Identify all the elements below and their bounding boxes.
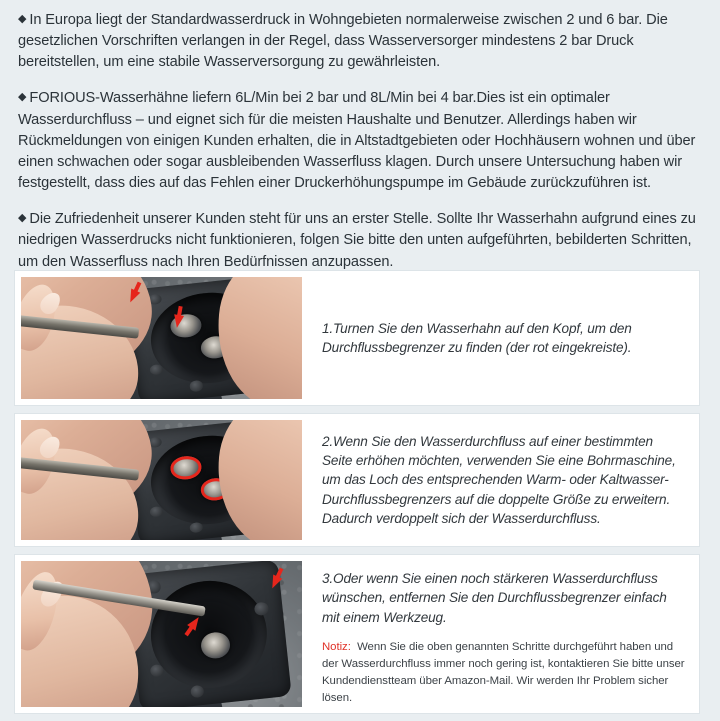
- intro-paragraph-2-text: FORIOUS-Wasserhähne liefern 6L/Min bei 2 bar und 8L/Min bei 4 bar.Dies ist ein optimaler Wasserdurchfluss – und eignet sich für die meisten Haushalte und Benutzer. Allerdings haben wir Rückmeldungen von einigen Kunden erhalten, die in Altstadtgebieten oder Hochhäusern wohnen und über einen schwachen oder sogar ausbleibenden Wasserfluss klagen. Durch unsere Untersuchung haben wir festgestellt, dass dies auf das Fehlen einer Druckerhöhungspumpe im Gebäude zurückzuführen ist.: [18, 90, 696, 192]
- intro-section: [0, 0, 720, 273]
- step-1-text: 1.Turnen Sie den Wasserhahn auf den Kopf, um den Durchflussbegrenzer zu finden (der rot eingekreiste).: [322, 320, 632, 355]
- step-2-text-container: [302, 414, 699, 546]
- step-3-text-container: [302, 555, 699, 713]
- step-3-photo-container: [15, 555, 302, 713]
- diamond-bullet-icon: ◆: [18, 91, 27, 104]
- step-2-photo-container: [15, 414, 302, 546]
- step-3-text: 3.Oder wenn Sie einen noch stärkeren Wasserdurchfluss wünschen, entfernen Sie den Durchflussbegrenzer einfach mit einem Werkzeug.: [322, 571, 667, 625]
- removing-flow-restrictor-with-tool-photo: [21, 561, 302, 707]
- step-panel-3: [14, 554, 700, 714]
- note-label: Notiz:: [322, 640, 351, 653]
- diamond-bullet-icon: ◆: [18, 212, 27, 225]
- step-2-text: 2.Wenn Sie den Wasserdurchfluss auf einer bestimmten Seite erhöhen möchten, verwenden Sie eine Bohrmaschine, um das Loch des entsprechenden Warm- oder Kaltwasser-Durchflussbegrenzers auf die doppelte Größe zu erweitern. Dadurch verdoppelt sich der Wasserdurchfluss.: [322, 433, 676, 526]
- screw-icon: [189, 380, 204, 392]
- diamond-bullet-icon: ◆: [18, 13, 27, 25]
- faucet-base-plate: [127, 561, 292, 707]
- intro-paragraph-1: [18, 10, 700, 73]
- step-panel-2: [14, 413, 700, 547]
- intro-paragraph-3: [18, 209, 700, 272]
- screw-icon: [255, 602, 270, 616]
- intro-paragraph-2: [18, 88, 700, 194]
- faucet-restrictors-red-circled-photo: [21, 420, 302, 540]
- steps-section: [14, 270, 700, 721]
- step-1-text-container: [302, 271, 699, 405]
- intro-paragraph-3-text: Die Zufriedenheit unserer Kunden steht für uns an erster Stelle. Sollte Ihr Wasserhahn aufgrund eines zu niedrigen Wasserdrucks nicht funktionieren, folgen Sie bitte den unten aufgeführten, bebilderten Schritten, um den Wasserfluss nach Ihren Bedürfnissen anzupassen.: [18, 211, 696, 270]
- step-panel-1: [14, 270, 700, 406]
- faucet-underside-with-red-arrows-photo: [21, 277, 302, 399]
- intro-paragraph-1-text: In Europa liegt der Standardwasserdruck in Wohngebieten normalerweise zwischen 2 und 6 bar. Die gesetzlichen Vorschriften verlangen in der Regel, dass Wasserversorger mindestens 2 bar Druck bereitstellen, um eine stabile Wasserversorgung zu gewährleisten.: [18, 12, 668, 71]
- red-arrow-icon: [172, 314, 184, 329]
- note-body-text: Wenn Sie die oben genannten Schritte durchgeführt haben und der Wasserdurchfluss immer noch gering ist, kontaktieren Sie bitte unser Kundendienstteam über Amazon-Mail. Wir werden Ihr Problem sicher lösen.: [322, 640, 685, 705]
- customer-service-note: [322, 639, 685, 707]
- step-1-photo-container: [15, 271, 302, 405]
